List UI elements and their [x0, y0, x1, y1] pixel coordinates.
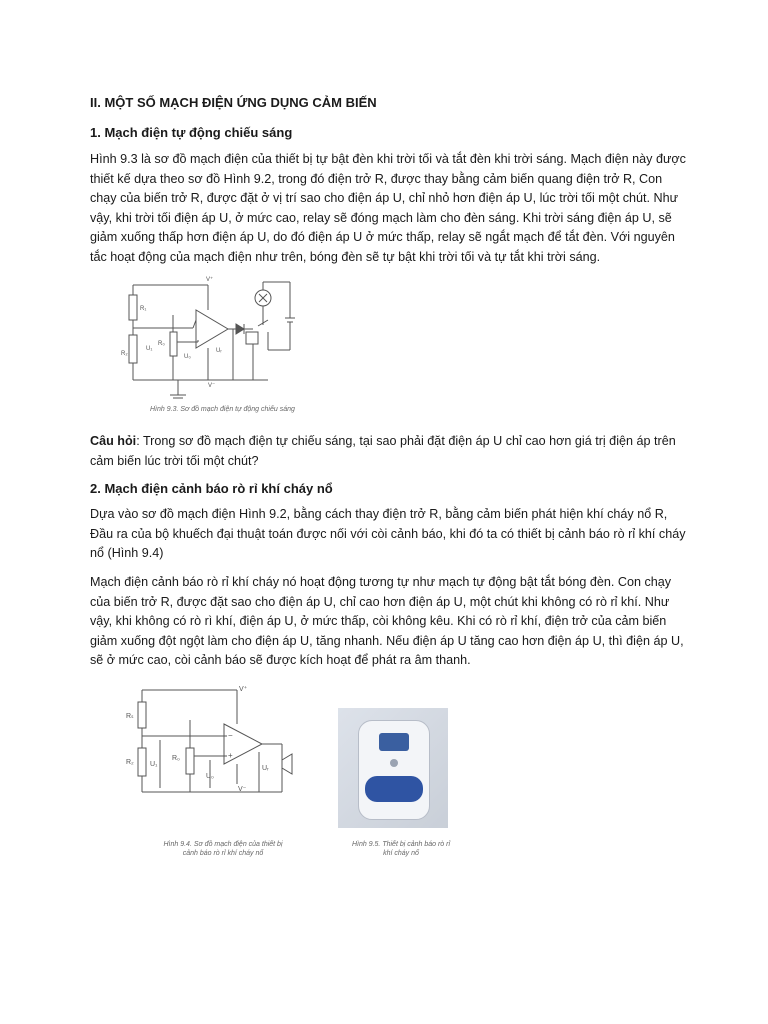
fig95-caption-line-2: khí cháy nổ [383, 850, 419, 857]
fig94-minus-pin: − [228, 731, 233, 740]
fig93-r0: R₀ [158, 341, 165, 347]
fig94-caption-line-2: cảnh báo rò rỉ khí cháy nổ [182, 850, 264, 857]
figure-9-3-caption: Hình 9.3. Sơ đồ mạch điện tự động chiếu sáng [150, 406, 295, 413]
subsection-2-paragraph-2: Mạch điện cảnh báo rò rỉ khí cháy nó hoạt động tương tự như mạch tự động bật tắt bóng đèn. Con chạy của biến trở R, được đặt sao cho điện áp U, chỉ cao hơn điện áp U, một chút khi không có rò rỉ khí. Như vậy, khi không có rò rì khí, điện áp U, ở mức thấp, còi không kêu. Khi có rò rỉ khí, điện trở của cảm biến giảm xuống đột ngột làm cho điện áp U, tăng nhanh. Nếu điện áp U tăng cao hơn điện áp U, thì điện áp U, sẽ ở mức cao, còi cảnh báo sẽ được kích hoạt để phát ra âm thanh. [90, 575, 684, 667]
figure-9-5-caption [346, 840, 456, 858]
section-heading: II. MỘT SỐ MẠCH ĐIỆN ỨNG DỤNG CẢM BIẾN [90, 95, 377, 110]
alarm-speaker [390, 759, 398, 767]
fig95-caption-line-1: Hình 9.5. Thiết bị cảnh báo rò rỉ [351, 841, 451, 848]
fig93-r1: R₁ [140, 306, 147, 312]
subsection-2-paragraph-1: Dựa vào sơ đồ mạch điện Hình 9.2, bằng cách thay điện trở R, bằng cảm biến phát hiện khí cháy nổ R, Đầu ra của bộ khuếch đại thuật toán được nối với còi cảnh báo, khi đó ta có thiết bị cảnh báo rò rỉ khí cháy nổ (Hình 9.4) [90, 507, 686, 560]
question-text: : Trong sơ đồ mạch điện tự chiếu sáng, tại sao phải đặt điện áp U chỉ cao hơn giá trị điện áp trên cảm biến lúc trời tối một chút? [90, 434, 676, 468]
fig94-vminus: V⁻ [238, 786, 247, 793]
question-label: Câu hỏi [90, 434, 137, 448]
fig93-u0: U₀ [184, 354, 191, 360]
subsection-1-paragraph: Hình 9.3 là sơ đồ mạch điện của thiết bị tự bật đèn khi trời tối và tắt đèn khi trời sáng. Mạch điện này được thiết kế dựa theo sơ đồ Hình 9.2, trong đó điện trở R, được thay bằng cảm biến quang điện trở R, Con chạy của biến trở R, được đặt ở vị trí sao cho điện áp U, chỉ nhỏ hơn điện áp U, lúc trời tối một chút. Như vậy, khi trời tối điện áp U, ở mức cao, relay sẽ đóng mạch làm cho đèn sáng. Khi trời sáng điện áp U, sẽ giảm xuống thấp hơn điện áp U, do đó điện áp U ở mức thấp, relay sẽ ngắt mạch để tắt đèn. Với nguyên tắc hoạt động của mạch điện như trên, bóng đèn sẽ tự bật khi trời tối và tự tắt khi trời sáng. [90, 152, 686, 264]
fig93-u1: U₁ [146, 346, 153, 352]
fig94-plus-pin: + [228, 751, 233, 760]
subsection-1-title: 1. Mạch điện tự động chiếu sáng [90, 125, 293, 140]
fig94-u0: U₀ [206, 773, 214, 780]
fig94-rs: Rₛ [126, 713, 134, 720]
fig93-vminus: V⁻ [208, 383, 216, 389]
fig94-caption-line-1: Hình 9.4. Sơ đồ mạch điện của thiết bị [163, 841, 283, 848]
fig93-r2: R₂ [121, 351, 128, 357]
subsection-2-title: 2. Mạch điện cảnh báo rò rỉ khí cháy nổ [90, 481, 333, 496]
alarm-display [379, 733, 409, 751]
fig94-ur: Uᵣ [262, 765, 269, 772]
fig94-r2: R₂ [126, 759, 134, 766]
fig94-r0: R₀ [172, 755, 180, 762]
figure-9-4-circuit [122, 680, 312, 840]
figure-9-5-photo [338, 708, 448, 828]
figure-9-3-circuit [118, 270, 308, 420]
alarm-device-body [358, 720, 430, 820]
fig93-vplus: V⁺ [206, 277, 214, 283]
alarm-blue-panel [365, 776, 423, 802]
fig93-ur: Uᵣ [216, 348, 222, 354]
question-paragraph [90, 432, 690, 471]
fig94-u1: U₁ [150, 761, 158, 768]
figure-9-4-caption [138, 840, 308, 858]
fig94-vplus: V⁺ [239, 686, 248, 693]
